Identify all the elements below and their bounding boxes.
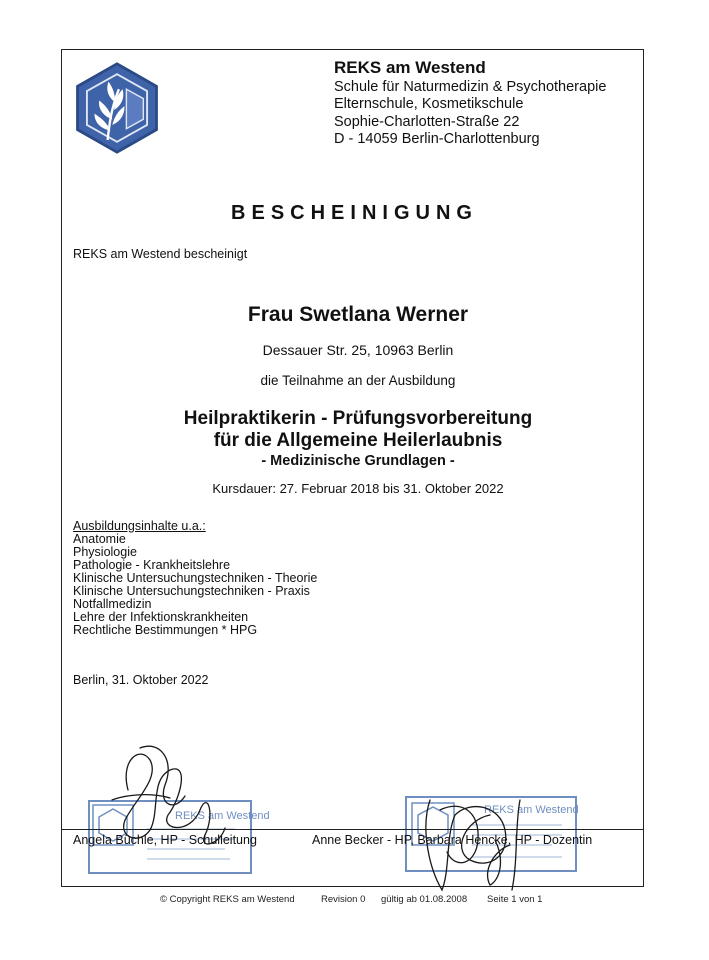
footer-page: Seite 1 von 1 — [487, 894, 543, 905]
course-title-line: für die Allgemeine Heilerlaubnis — [213, 430, 503, 451]
contents-heading: Ausbildungsinhalte u.a.: — [73, 519, 206, 533]
participation-text: die Teilnahme an der Ausbildung — [260, 373, 456, 388]
institution-name: REKS am Westend — [334, 58, 486, 77]
place-date: Berlin, 31. Oktober 2022 — [73, 673, 209, 687]
document-title: BESCHEINIGUNG — [231, 202, 478, 224]
footer-revision: Revision 0 — [321, 894, 366, 905]
header-line: Sophie-Charlotten-Straße 22 — [334, 114, 520, 130]
contents-item: Klinische Untersuchungstechniken - Praxis — [73, 584, 310, 598]
course-duration: Kursdauer: 27. Februar 2018 bis 31. Oktober 2022 — [212, 481, 504, 496]
intro-text: REKS am Westend bescheinigt — [73, 247, 248, 261]
recipient-address: Dessauer Str. 25, 10963 Berlin — [262, 342, 454, 358]
header-line: Elternschule, Kosmetikschule — [334, 96, 524, 112]
contents-item: Notfallmedizin — [73, 597, 152, 611]
recipient-name: Frau Swetlana Werner — [247, 303, 469, 326]
contents-item: Physiologie — [73, 545, 137, 559]
reks-logo-icon — [70, 61, 164, 155]
contents-item: Rechtliche Bestimmungen * HPG — [73, 623, 258, 637]
stamp-right-text: REKS am Westend — [484, 804, 579, 816]
header-line: D - 14059 Berlin-Charlottenburg — [334, 131, 540, 147]
signature-line — [61, 829, 644, 830]
course-title-line: Heilpraktikerin - Prüfungsvorbereitung — [183, 408, 533, 429]
course-subtitle: - Medizinische Grundlagen - — [261, 453, 455, 469]
contents-item: Pathologie - Krankheitslehre — [73, 558, 231, 572]
contents-item: Lehre der Infektionskrankheiten — [73, 610, 249, 624]
contents-item: Klinische Untersuchungstechniken - Theorie — [73, 571, 318, 585]
contents-item: Anatomie — [73, 532, 126, 546]
stamp-left-text: REKS am Westend — [175, 810, 270, 822]
footer-valid-from: gültig ab 01.08.2008 — [381, 894, 468, 905]
header-line: Schule für Naturmedizin & Psychotherapie — [334, 79, 607, 95]
signature-name-right: Anne Becker - HP, Barbara Hencke, HP - Dozentin — [312, 833, 593, 847]
footer-copyright: © Copyright REKS am Westend — [160, 894, 295, 905]
signature-name-left: Angela Büchle, HP - Schulleitung — [73, 833, 257, 847]
